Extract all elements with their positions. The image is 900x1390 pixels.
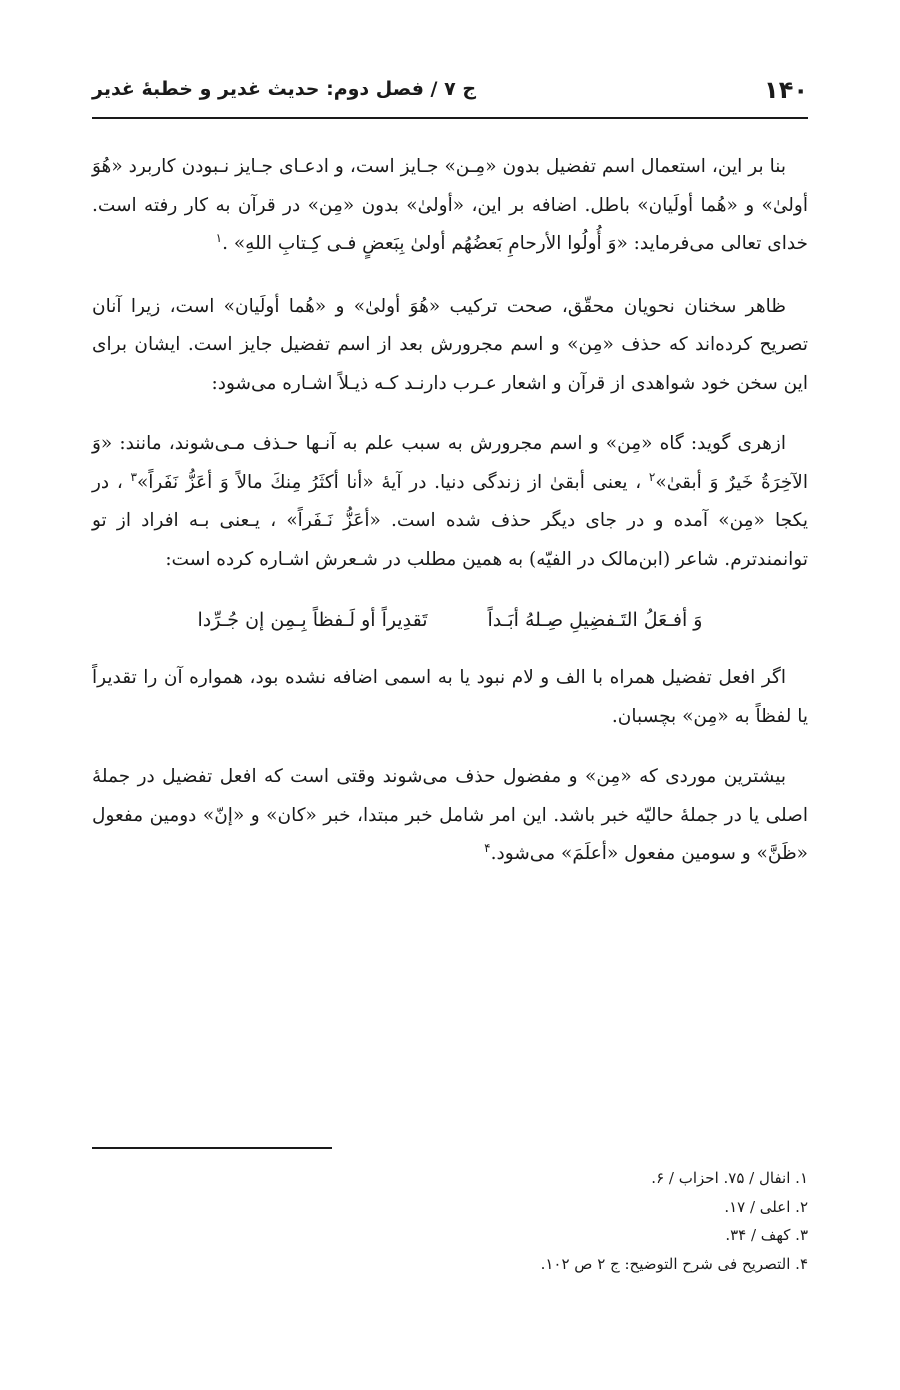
paragraph: [92, 425, 808, 579]
verse-hemistich-left: تَقدِیراً أو لَـفظاً بِـمِن إن جُـرِّدا: [197, 609, 428, 631]
footnote-mark: ۳: [130, 469, 137, 484]
paragraph-text: ظاهر سخنان نحویان محقّق، صحت ترکیب «هُوَ أولیٰ» و «هُما أولَیان» است، زیرا آنان تصریح کرده‌اند که حذف «مِن» و اسم مجرورش بعد از اسم تفضیل جایز است. ایشان برای این سخن خود شواهدی از قرآن و اشعار عـرب دارنـد کـه ذیـلاً اشـاره می‌شود:: [92, 295, 808, 394]
poem-verse: [92, 601, 808, 639]
footnote: ۱. انفال / ۷۵. احزاب / ۶.: [651, 1169, 808, 1187]
footnote: ۲. اعلی / ۱۷.: [724, 1197, 808, 1216]
paragraph-text: ازهری گوید: گاه «مِن» و اسم مجرورش به سبب علم به آنـها حـذف مـی‌شوند، مانند: «وَ الآخِرَةُ خَیرٌ وَ أبقیٰ»$^۲$ ، یعنی أبقیٰ از زندگی دنیا. در آیهٔ «أنا أكثَرُ مِنكَ مالاً وَ أعَزُّ نَفَراً»$^۳$ ، در یکجا «مِن» آمده و در جای دیگر حذف شده است. «أعَزُّ نَـفَراً» ، یـعنی بـه افراد از تو توانمندترم. شاعر (ابن‌مالک در الفیّه) به همین مطلب در شـعرش اشـاره کرده است:: [92, 433, 808, 570]
paragraph: [92, 758, 808, 874]
paragraph: [92, 148, 808, 264]
paragraph: [92, 659, 808, 736]
footnotes: [92, 1164, 808, 1278]
running-title: ج ۷ / فصل دوم: حدیث غدیر و خطبهٔ غدیر: [92, 78, 477, 100]
page-header: [92, 76, 808, 112]
paragraph-text: بیشترین موردی که «مِن» و مفضول حذف می‌شوند وقتی است که افعل تفضیل در جملهٔ اصلی یا در جملهٔ حالیّه خبر باشد. این امر شامل خبر مبتدا، خبر «کان» و «إنّ» دومین مفعول «ظَنَّ» و سومین مفعول «أعلَمَ» می‌شود.: [92, 766, 808, 864]
footnote-mark: ۱: [215, 230, 223, 245]
paragraph-text: اگر افعل تفضیل همراه با الف و لام نبود یا به اسمی اضافه نشده بود، همواره آن را تقدیراً یا لفظاً به «مِن» بچسبان.: [92, 667, 808, 727]
footnote-rule: [92, 1147, 332, 1149]
footnote-mark: ۴: [484, 840, 491, 855]
paragraph: [92, 288, 808, 404]
footnote: ۳. کهف / ۳۴.: [725, 1226, 808, 1244]
verse-hemistich-right: وَ أفـعَلُ التَـفضِیلِ صِـلهُ أبَـداً: [487, 609, 703, 631]
header-rule: [92, 117, 808, 119]
footnote: ۴. التصریح فی شرح التوضیح: ج ۲ ص ۱۰۲.: [540, 1254, 808, 1273]
body-text: [92, 148, 808, 896]
paragraph-text: بنا بر این، استعمال اسم تفضیل بدون «مِـن» جـایز است، و ادعـای جـایز نـبودن کاربرد «هُوَ أولیٰ» و «هُما أولَیان» باطل. اضافه بر این، «أولیٰ» بدون «مِن» در قرآن به کار رفته است. خدای تعالی می‌فرماید: «وَ أُولُوا الأرحامِ بَعضُهُم أولیٰ بِبَعضٍ فـی کِـتابِ اللهِ» .: [92, 156, 808, 254]
page-number: ۱۴۰: [764, 76, 808, 104]
book-page: [92, 0, 808, 1390]
footnote-mark: ۲: [648, 469, 656, 484]
